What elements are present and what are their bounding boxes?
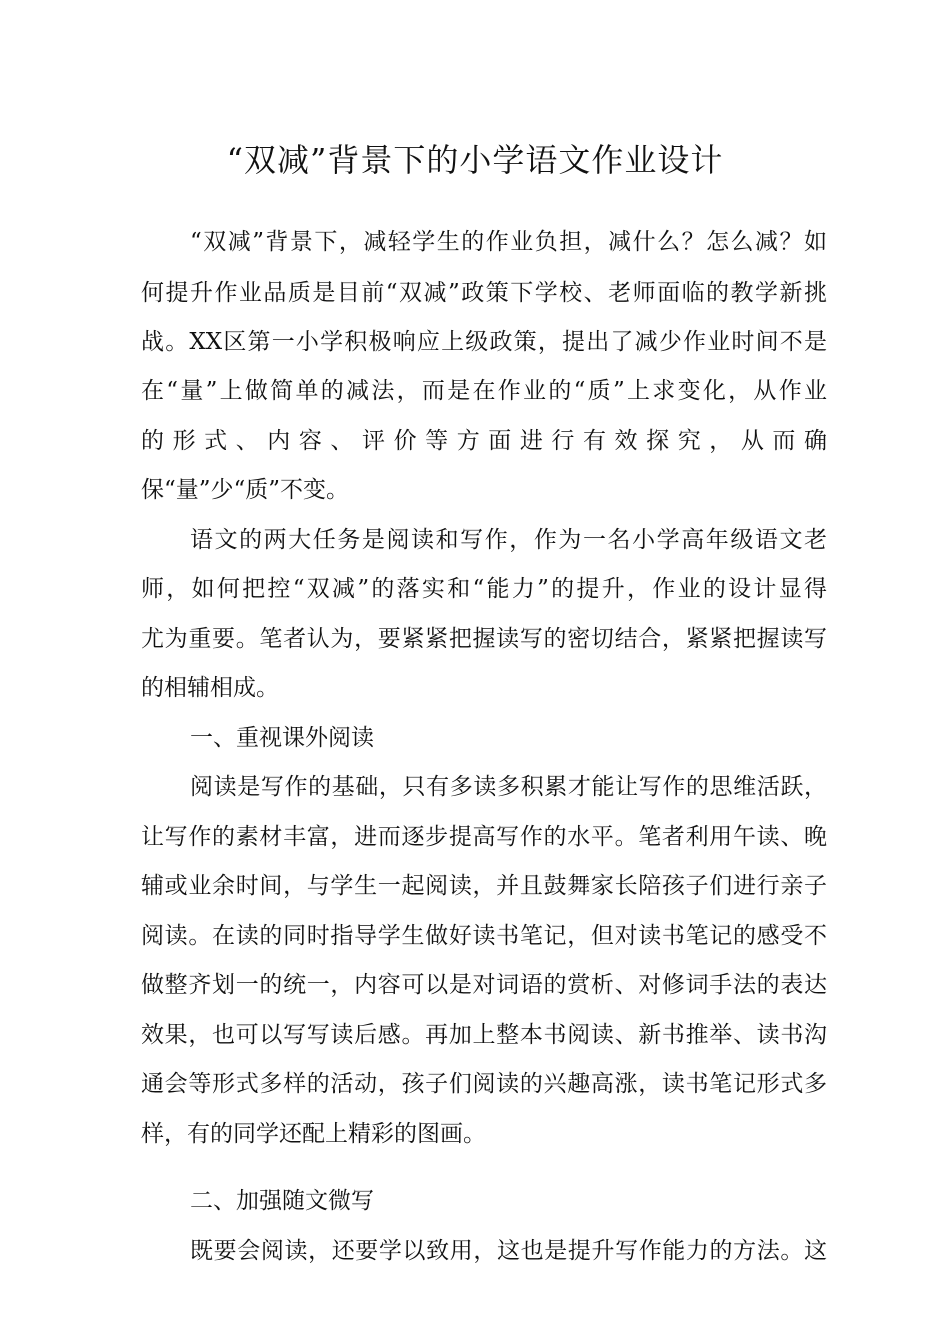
paragraph-line: 师，如何把控“双减”的落实和“能力”的提升，作业的设计显得 [141, 576, 827, 602]
paragraph-line: 何提升作业品质是目前“双减”政策下学校、老师面临的教学新挑 [141, 280, 827, 306]
paragraph-line: “双减”背景下，减轻学生的作业负担，减什么？怎么减？如 [190, 229, 827, 255]
paragraph-line: 保“量”少“质”不变。 [141, 477, 350, 503]
document-title: “双减”背景下的小学语文作业设计 [226, 141, 724, 179]
paragraph-line: 效果，也可以写写读后感。再加上整本书阅读、新书推举、读书沟 [141, 1022, 827, 1048]
paragraph-line: 语文的两大任务是阅读和写作，作为一名小学高年级语文老 [190, 527, 827, 553]
paragraph-line: 尤为重要。笔者认为，要紧紧把握读写的密切结合，紧紧把握读写 [141, 626, 827, 652]
paragraph-line: 的相辅相成。 [141, 675, 279, 701]
section-heading: 二、加强随文微写 [190, 1188, 374, 1214]
paragraph-line: 通会等形式多样的活动，孩子们阅读的兴趣高涨，读书笔记形式多 [141, 1071, 827, 1097]
paragraph-line: 战。XX区第一小学积极响应上级政策，提出了减少作业时间不是 [141, 329, 827, 355]
paragraph-line: 做整齐划一的统一，内容可以是对词语的赏析、对修词手法的表达 [141, 972, 827, 998]
paragraph-line: 让写作的素材丰富，进而逐步提高写作的水平。笔者利用午读、晚 [141, 824, 827, 850]
section-heading: 一、重视课外阅读 [190, 725, 374, 751]
paragraph-line: 辅或业余时间，与学生一起阅读，并且鼓舞家长陪孩子们进行亲子 [141, 873, 827, 899]
paragraph-line: 阅读是写作的基础，只有多读多积累才能让写作的思维活跃， [190, 774, 827, 800]
paragraph-line: 样，有的同学还配上精彩的图画。 [141, 1121, 486, 1147]
paragraph-line: 既要会阅读，还要学以致用，这也是提升写作能力的方法。这 [190, 1238, 827, 1264]
paragraph-line: 阅读。在读的同时指导学生做好读书笔记，但对读书笔记的感受不 [141, 923, 827, 949]
paragraph-line: 的 形 式 、 内 容 、 评 价 等 方 面 进 行 有 效 探 究 ， 从 而 确 [141, 428, 827, 454]
paragraph-line: 在“量”上做简单的减法，而是在作业的“质”上求变化，从作业 [141, 378, 827, 404]
